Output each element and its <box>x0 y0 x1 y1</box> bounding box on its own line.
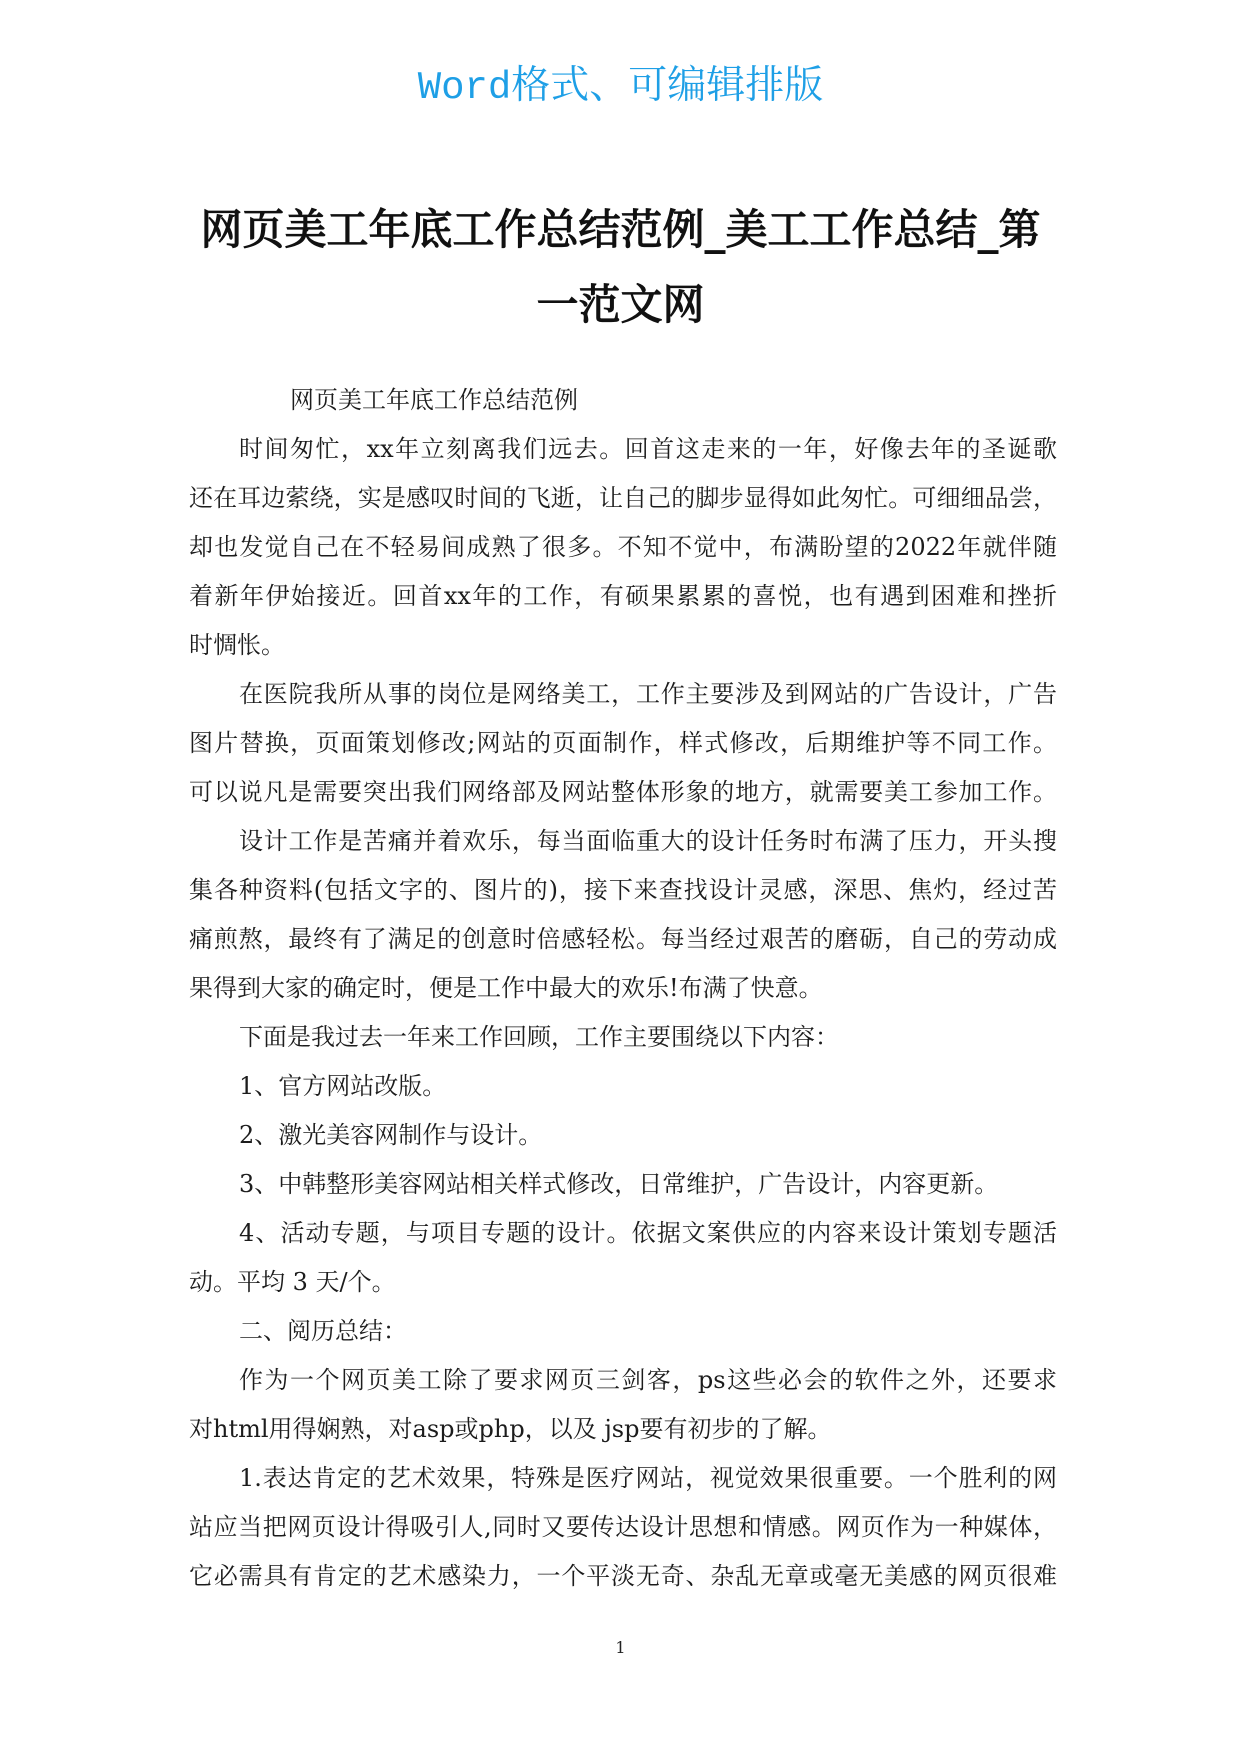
paragraph-line: 集各种资料(包括文字的、图片的)，接下来查找设计灵感，深思、焦灼，经过苦 <box>189 876 1057 904</box>
heading-line: 二、阅历总结： <box>239 1317 407 1345</box>
paragraph <box>189 1356 1057 1454</box>
paragraph <box>189 1013 1057 1062</box>
paragraph-line: 设计工作是苦痛并着欢乐，每当面临重大的设计任务时布满了压力，开头搜 <box>239 827 1057 855</box>
paragraph <box>189 817 1057 1013</box>
paragraph-line: 对html用得娴熟，对asp或php，以及 jsp要有初步的了解。 <box>189 1415 832 1443</box>
paragraph-line: 作为一个网页美工除了要求网页三剑客，ps这些必会的软件之外，还要求 <box>239 1366 1057 1394</box>
title-line: 网页美工年底工作总结范例_美工工作总结_第 <box>200 205 1041 254</box>
paragraph-line: 图片替换，页面策划修改;网站的页面制作，样式修改，后期维护等不同工作。 <box>189 729 1057 757</box>
list-item-line: 4、活动专题，与项目专题的设计。依据文案供应的内容来设计策划专题活 <box>239 1219 1057 1247</box>
paragraph-line: 它必需具有肯定的艺术感染力，一个平淡无奇、杂乱无章或毫无美感的网页很难 <box>189 1562 1057 1590</box>
document-title <box>0 192 1241 342</box>
watermark-banner: Word格式、可编辑排版 <box>417 66 824 110</box>
paragraph-line: 下面是我过去一年来工作回顾，工作主要围绕以下内容： <box>239 1023 839 1051</box>
paragraph-line: 时惆怅。 <box>189 631 285 659</box>
section-heading <box>189 1307 1057 1356</box>
paragraph-line: 着新年伊始接近。回首xx年的工作，有硕果累累的喜悦，也有遇到困难和挫折 <box>189 582 1057 610</box>
list-item <box>189 1062 1057 1111</box>
page-number: 1 <box>615 1638 626 1657</box>
paragraph-line: 1.表达肯定的艺术效果，特殊是医疗网站，视觉效果很重要。一个胜利的网 <box>239 1464 1057 1492</box>
list-item <box>189 1209 1057 1307</box>
list-item-line: 1、官方网站改版。 <box>239 1072 447 1100</box>
paragraph-line: 还在耳边萦绕，实是感叹时间的飞逝，让自己的脚步显得如此匆忙。可细细品尝， <box>189 484 1057 512</box>
list-item-line: 3、中韩整形美容网站相关样式修改，日常维护，广告设计，内容更新。 <box>239 1170 999 1198</box>
list-item-line: 动。平均 3 天/个。 <box>189 1268 396 1296</box>
paragraph-line: 可以说凡是需要突出我们网络部及网站整体形象的地方，就需要美工参加工作。 <box>189 778 1057 806</box>
list-item <box>189 1111 1057 1160</box>
document-body <box>189 376 1057 1601</box>
paragraph-line: 在医院我所从事的岗位是网络美工，工作主要涉及到网站的广告设计，广告 <box>239 680 1057 708</box>
paragraph <box>189 425 1057 670</box>
paragraph <box>189 1454 1057 1601</box>
heading-line: 网页美工年底工作总结范例 <box>290 386 578 414</box>
paragraph <box>189 670 1057 817</box>
paragraph-line: 站应当把网页设计得吸引人,同时又要传达设计思想和情感。网页作为一种媒体， <box>189 1513 1057 1541</box>
title-line: 一范文网 <box>536 280 705 329</box>
paragraph-line: 时间匆忙，xx年立刻离我们远去。回首这走来的一年，好像去年的圣诞歌 <box>239 435 1057 463</box>
paragraph-line: 痛煎熬，最终有了满足的创意时倍感轻松。每当经过艰苦的磨砺，自己的劳动成 <box>189 925 1057 953</box>
list-item-line: 2、激光美容网制作与设计。 <box>239 1121 543 1149</box>
section-heading <box>189 376 1057 425</box>
list-item <box>189 1160 1057 1209</box>
paragraph-line: 果得到大家的确定时，便是工作中最大的欢乐!布满了快意。 <box>189 974 823 1002</box>
paragraph-line: 却也发觉自己在不轻易间成熟了很多。不知不觉中，布满盼望的2022年就伴随 <box>189 533 1057 561</box>
